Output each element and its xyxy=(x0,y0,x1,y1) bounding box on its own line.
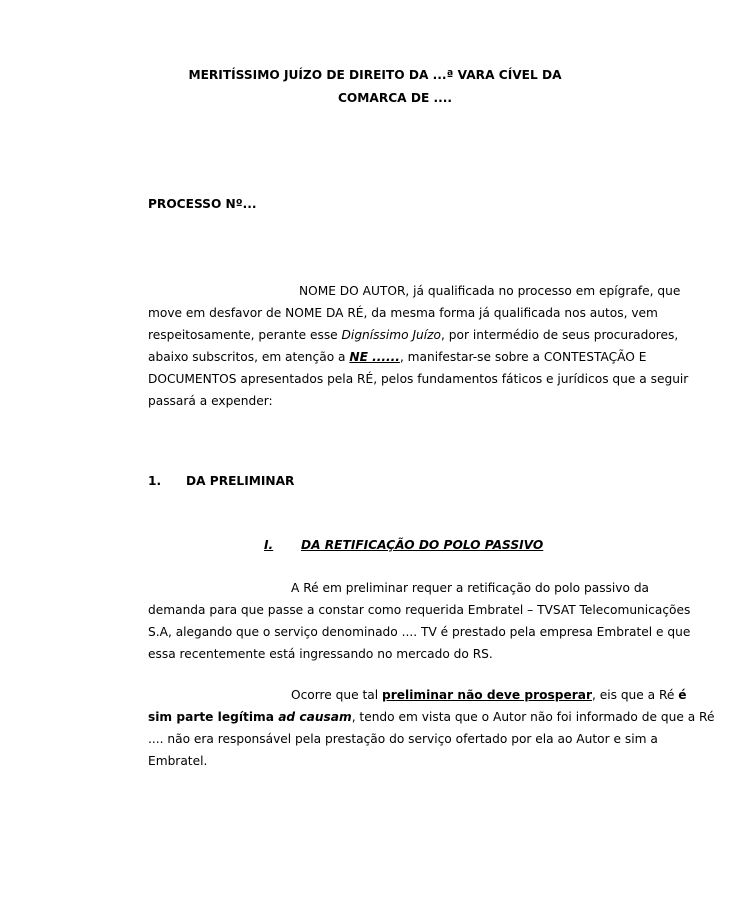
para2-sim-parte-legitima: sim parte legítima xyxy=(148,710,279,724)
para2-line-1 xyxy=(291,687,687,703)
intro-line-2: move em desfavor de NOME DA RÉ, da mesma forma já qualificada nos autos, vem xyxy=(148,306,658,320)
header-line-1: MERITÍSSIMO JUÍZO DE DIREITO DA ...ª VARA CÍVEL DA xyxy=(188,68,562,82)
para2-line-1-c: , eis que a Ré xyxy=(591,688,679,702)
para2-line-3: .... não era responsável pela prestação do serviço ofertado por ela ao Autor e sim a xyxy=(148,732,658,746)
intro-line-4 xyxy=(148,349,647,365)
intro-line-3-c: , por intermédio de seus procuradores, xyxy=(441,328,679,342)
para1-line-4: essa recentemente está ingressando no mercado do RS. xyxy=(148,647,493,661)
subsection-numeral: I. xyxy=(264,538,274,552)
para2-line-2 xyxy=(148,709,715,725)
intro-line-6: passará a expender: xyxy=(148,394,273,408)
intro-dignissimo-juizo: Digníssimo Juízo xyxy=(341,328,442,342)
header-line-2: COMARCA DE .... xyxy=(337,91,453,105)
para2-line-1-e: é xyxy=(678,688,687,702)
intro-line-3 xyxy=(148,327,679,343)
processo-number: PROCESSO Nº... xyxy=(148,197,257,211)
intro-line-5: DOCUMENTOS apresentados pela RÉ, pelos fundamentos fáticos e jurídicos que a seguir xyxy=(148,372,689,386)
para2-line-4: Embratel. xyxy=(148,754,208,768)
section-1-title: DA PRELIMINAR xyxy=(186,474,295,488)
intro-line-3-a: respeitosamente, perante esse xyxy=(148,328,342,342)
para2-ad-causam: ad causam xyxy=(278,710,352,724)
para1-line-3: S.A, alegando que o serviço denominado .... TV é prestado pela empresa Embratel e que xyxy=(148,625,691,639)
para2-line-2-c: , tendo em vista que o Autor não foi informado de que a Ré xyxy=(351,710,715,724)
subsection-title: DA RETIFICAÇÃO DO POLO PASSIVO xyxy=(301,538,544,552)
intro-line-1: NOME DO AUTOR, já qualificada no processo em epígrafe, que xyxy=(299,284,681,298)
intro-ne-reference: NE ...... xyxy=(349,350,400,364)
para1-line-2: demanda para que passe a constar como requerida Embratel – TVSAT Telecomunicações xyxy=(148,603,691,617)
para2-line-1-a: Ocorre que tal xyxy=(291,688,383,702)
para1-line-1: A Ré em preliminar requer a retificação do polo passivo da xyxy=(291,581,650,595)
intro-line-4-a: abaixo subscritos, em atenção a xyxy=(148,350,350,364)
para2-preliminar-nao-deve-prosperar: preliminar não deve prosperar xyxy=(382,688,592,702)
section-1-number: 1. xyxy=(148,474,162,488)
intro-line-4-c: , manifestar-se sobre a CONTESTAÇÃO E xyxy=(399,350,647,364)
